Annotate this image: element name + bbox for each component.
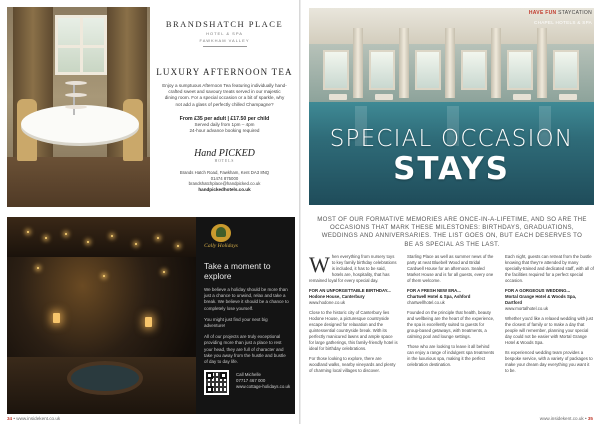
brandshatch-logo: BRANDSHATCH PLACE xyxy=(165,19,284,29)
cally-advert xyxy=(196,217,295,414)
separator-icon: • xyxy=(13,416,16,421)
article-body xyxy=(309,254,594,414)
venue-name: Mortal Grange Hotel & Woods Spa, Dartford xyxy=(505,293,577,305)
qr-code[interactable] xyxy=(204,370,229,395)
hero-title-line2: STAYS xyxy=(393,151,510,187)
left-page-number: 34 xyxy=(7,416,13,421)
right-page-number: 35 xyxy=(587,416,593,421)
venue-name: Chartwell Hotel & Spa, Ashford xyxy=(407,293,471,299)
left-footer xyxy=(7,416,60,421)
glamping-photo xyxy=(7,217,196,414)
hero-title xyxy=(309,126,594,186)
address-block xyxy=(154,170,295,187)
cally-contact xyxy=(236,372,292,390)
section-label: HAVE FUN xyxy=(528,10,557,16)
afternoon-tea-body: Enjoy a sumptuous Afternoon Tea featuring individually hand-crafted sweet and savoury treats served in our majestic dining room. For a special occasion or a bit of sparkle, why not add a glass of perfectly chilled Champagne? xyxy=(162,83,287,107)
address-line: Brands Hatch Road, Fawkham, Kent DA3 8NQ xyxy=(179,169,270,175)
email-address: brandshatchplace@handpicked.co.uk xyxy=(188,181,261,187)
afternoon-tea-heading: LUXURY AFTERNOON TEA xyxy=(156,67,293,77)
drop-cap: W xyxy=(309,252,330,277)
handpicked-logo-text: Hand PICKED xyxy=(194,147,255,159)
cally-logo xyxy=(204,224,238,254)
hero-brand: CHAPEL HOTELS & SPA xyxy=(533,20,592,25)
booking-note: 24-hour advance booking required xyxy=(189,127,260,133)
article-paragraph: Those who are looking to leave it all behind can enjoy a range of indulgent spa treatments in the luxurious spa, making it the perfect celebration destination. xyxy=(407,344,495,367)
subheading: FOR A GORGEOUS WEDDING... xyxy=(505,288,571,294)
cally-heading: Take a moment to explore xyxy=(204,261,271,281)
article-column-1 xyxy=(309,254,398,378)
venue-website[interactable]: www.mortalhotel.co.uk xyxy=(505,305,548,311)
standfirst: MOST OF OUR FORMATIVE MEMORIES ARE ONCE-IN-A-LIFETIME, AND SO ARE THE OCCASIONS THAT MARK THESE MILESTONES: BIRTHDAYS, GRADUATIONS, WEDDINGS AND ANNIVERSARIES. THE LIST GOES ON, BUT EACH DESERVES TO BE AS SPECIAL AS THE LAST. xyxy=(317,216,587,248)
brandshatch-logo-sub: HOTEL & SPA xyxy=(206,31,243,36)
contact-phone: 07717 467 000 xyxy=(236,378,266,383)
hero-title-line1: SPECIAL OCCASION xyxy=(329,126,574,152)
separator-icon: • xyxy=(584,416,587,421)
article-paragraph: Its experienced wedding team provides a bespoke service, with a variety of packages to make your dream day everything you want it to be. xyxy=(505,350,593,373)
article-paragraph: Starling Place as well as summer news of the party at neat Bluebell Wood and Bridal Cardwell House for an afternoon. Sealed Market House and is for all guests, every one of them welcome. xyxy=(407,254,494,283)
article-paragraph: Whether you'd like a relaxed wedding with just the closest of family or to make a day that people will remember, planning your special day could not be easier with Mortal Grange Hotel & Woods Spa. xyxy=(505,316,593,345)
subheading: FOR A FRESH NEW ERA... xyxy=(407,288,461,294)
article-paragraph: When everything from nursery toys to key family birthday celebrations is included, it has to be said, hotels are, hospitality, that has remained loyal for every special day. xyxy=(309,252,397,283)
section-tag: STAYCATION xyxy=(558,10,592,16)
article-paragraph: Each night, guests can retreat from the bustle knowing that they're attended by many specially-trained and dedicated staff, with all of the facilities required for a perfect special occasion. xyxy=(505,254,594,283)
cally-logo-text: Cally Holidays xyxy=(204,243,238,249)
contact-website[interactable]: www.cottage-holidays.co.uk xyxy=(236,384,291,389)
subheading: FOR AN UNFORGETTABLE BIRTHDAY... xyxy=(309,288,391,294)
venue-website[interactable]: chartwellhotel.co.uk xyxy=(407,299,445,305)
venue-name: Hodone House, Canterbury xyxy=(309,293,365,299)
afternoon-tea-photo xyxy=(7,7,150,207)
right-footer xyxy=(540,416,593,421)
article-column-3 xyxy=(505,254,594,378)
divider xyxy=(203,46,247,47)
website-link[interactable]: handpickedhotels.co.uk xyxy=(198,187,251,193)
contact-name: Call Michelle xyxy=(236,372,261,377)
left-footer-site: www.insidekent.co.uk xyxy=(16,416,61,421)
article-paragraph: Close to the historic city of Canterbury lies Hodone House, a picturesque countryside escape designed for relaxation and the quintessential countryside break. With its perfectly manicured lawns and ample space for large gatherings, this family-friendly hotel is ideal for birthday celebrations. xyxy=(309,310,398,351)
brandshatch-advert xyxy=(154,7,295,207)
cally-paragraph: All of our projects are truly exceptional providing more than just a place to rest your head, they are full of character and take you away from the hustle and bustle of day to day life. xyxy=(204,334,286,365)
phone-number: 01474 875000 xyxy=(210,175,239,181)
afternoon-tea-price: From £35 per adult | £17.50 per child xyxy=(179,115,270,122)
served-times: Served daily from 1pm – 4pm xyxy=(194,121,255,127)
venue-website[interactable]: www.hodone.co.uk xyxy=(309,299,346,305)
handpicked-logo xyxy=(154,148,295,163)
left-page xyxy=(0,0,299,424)
handpicked-logo-sub: HOTELS xyxy=(214,158,235,163)
cally-paragraph: We believe a holiday should be more than just a chance to unwind, relax and take a break. We believe it should be a chance to completely lose yourself. xyxy=(204,287,289,311)
article-column-2 xyxy=(407,254,496,372)
section-header xyxy=(529,10,592,16)
right-page xyxy=(301,0,600,424)
cally-body xyxy=(204,287,290,370)
cally-paragraph: You might just find your next big adventure! xyxy=(204,316,268,329)
brandshatch-logo-sub2: FAWKHAM VALLEY xyxy=(199,38,250,43)
right-footer-site: www.insidekent.co.uk xyxy=(539,416,584,421)
hero-photo xyxy=(309,8,594,205)
article-paragraph: Founded on the principle that health, beauty and wellbeing are the heart of the experience, the spa is excellently suited to guests for group-based getaways, with treatments, a calming pool and lounge settings. xyxy=(407,310,495,339)
article-paragraph: For those looking to explore, there are woodland walks, nearby vineyards and plenty of charming local villages to discover. xyxy=(309,356,396,373)
